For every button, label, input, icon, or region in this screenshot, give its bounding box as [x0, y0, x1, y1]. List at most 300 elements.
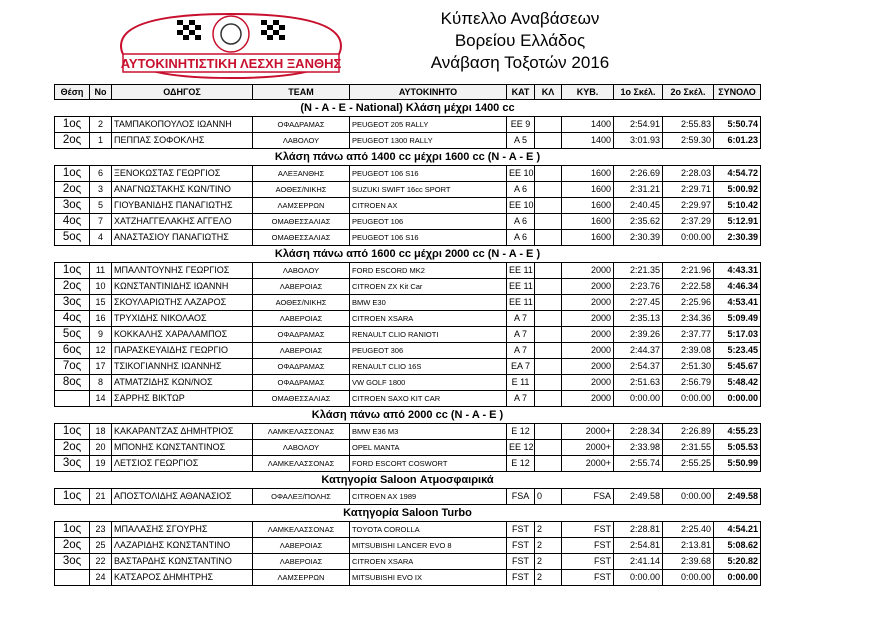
cell-team: ΟΜΑΘΕΣΣΑΛΙΑΣ — [253, 391, 350, 407]
cell-cc: 2000+ — [562, 440, 614, 456]
cell-driver: ΚΩΝΣΤΑΝΤΙΝΙΔΗΣ ΙΩΑΝΝΗ — [112, 279, 253, 295]
table-row — [55, 198, 761, 214]
cell-class — [535, 311, 562, 327]
cell-driver: ΑΝΑΣΤΑΣΙΟΥ ΠΑΝΑΓΙΩΤΗΣ — [112, 230, 253, 246]
cell-car: PEUGEOT 106 S16 — [350, 230, 507, 246]
cell-driver: ΤΑΜΠΑΚΟΠΟΥΛΟΣ ΙΩΑΝΝΗ — [112, 117, 253, 133]
table-row — [55, 554, 761, 570]
cell-class — [535, 198, 562, 214]
header-team: TEAM — [253, 85, 350, 100]
cell-cc: FST — [562, 554, 614, 570]
table-row — [55, 279, 761, 295]
cell-team: ΛΑΒΕΡΟΙΑΣ — [253, 343, 350, 359]
cell-number: 9 — [90, 327, 112, 343]
table-row — [55, 182, 761, 198]
cell-position: 1ος — [55, 263, 90, 279]
header-number: Νο — [90, 85, 112, 100]
cell-cc: 1400 — [562, 133, 614, 149]
cell-position: 2ος — [55, 538, 90, 554]
cell-class — [535, 230, 562, 246]
cell-position: 3ος — [55, 554, 90, 570]
cell-number: 20 — [90, 440, 112, 456]
cell-team: ΛΑΜΚΕΛΑΣΣΟΝΑΣ — [253, 424, 350, 440]
cell-total: 5:17.03 — [714, 327, 761, 343]
cell-class — [535, 133, 562, 149]
cell-position: 3ος — [55, 456, 90, 472]
cell-class: 2 — [535, 538, 562, 554]
cell-run1: 2:35.62 — [614, 214, 663, 230]
table-row — [55, 456, 761, 472]
cell-driver: ΤΣΙΚΟΓΙΑΝΝΗΣ ΙΩΑΝΝΗΣ — [112, 359, 253, 375]
cell-driver: ΛΕΤΣΙΟΣ ΓΕΩΡΓΙΟΣ — [112, 456, 253, 472]
cell-position: 1ος — [55, 424, 90, 440]
header-position: Θέση — [55, 85, 90, 100]
cell-run2: 2:37.77 — [663, 327, 714, 343]
cell-run1: 2:31.21 — [614, 182, 663, 198]
cell-driver: ΜΠΑΛΑΣΗΣ ΣΓΟΥΡΗΣ — [112, 522, 253, 538]
cell-total: 4:54.72 — [714, 166, 761, 182]
cell-team: ΟΦΑΔΡΑΜΑΣ — [253, 359, 350, 375]
cell-category: FST — [507, 538, 535, 554]
cell-class: 0 — [535, 489, 562, 505]
cell-number: 22 — [90, 554, 112, 570]
cell-total: 5:50.74 — [714, 117, 761, 133]
cell-team: ΛΑΜΣΕΡΡΩΝ — [253, 570, 350, 586]
cell-cc: FST — [562, 570, 614, 586]
cell-car: CITROEN XSARA — [350, 554, 507, 570]
cell-total: 2:49.58 — [714, 489, 761, 505]
cell-run1: 2:51.63 — [614, 375, 663, 391]
cell-driver: ΑΝΑΓΝΩΣΤΑΚΗΣ ΚΩΝ/ΤΙΝΟ — [112, 182, 253, 198]
table-row — [55, 166, 761, 182]
cell-class — [535, 214, 562, 230]
class-section-header — [55, 407, 761, 424]
cell-number: 3 — [90, 182, 112, 198]
cell-car: CITROEN ZX Kit Car — [350, 279, 507, 295]
cell-category: A 7 — [507, 327, 535, 343]
table-row — [55, 375, 761, 391]
cell-car: CITROEN SAXO KIT CAR — [350, 391, 507, 407]
cell-team: ΟΦΑΔΡΑΜΑΣ — [253, 117, 350, 133]
cell-number: 23 — [90, 522, 112, 538]
cell-category: EE 11 — [507, 279, 535, 295]
cell-car: BMW E30 — [350, 295, 507, 311]
cell-run2: 2:37.29 — [663, 214, 714, 230]
cell-run1: 2:39.26 — [614, 327, 663, 343]
table-row — [55, 424, 761, 440]
title-line-2: Βορείου Ελλάδος — [454, 31, 586, 50]
cell-total: 4:55.23 — [714, 424, 761, 440]
cell-cc: 1600 — [562, 198, 614, 214]
cell-total: 5:23.45 — [714, 343, 761, 359]
cell-category: A 5 — [507, 133, 535, 149]
cell-cc: 2000 — [562, 311, 614, 327]
cell-total: 5:48.42 — [714, 375, 761, 391]
title-line-1: Κύπελλο Αναβάσεων — [440, 9, 600, 28]
cell-position — [55, 570, 90, 586]
cell-class: 2 — [535, 554, 562, 570]
cell-cc: 1600 — [562, 166, 614, 182]
cell-position — [55, 391, 90, 407]
cell-driver: ΚΑΤΣΑΡΟΣ ΔΗΜΗΤΡΗΣ — [112, 570, 253, 586]
cell-team: ΛΑΒΟΛΟΥ — [253, 263, 350, 279]
cell-position: 4ος — [55, 311, 90, 327]
cell-car: PEUGEOT 306 — [350, 343, 507, 359]
cell-driver: ΒΑΣΤΑΡΔΗΣ ΚΩΝΣΤΑΝΤΙΝΟ — [112, 554, 253, 570]
cell-number: 7 — [90, 214, 112, 230]
cell-category: FST — [507, 522, 535, 538]
cell-driver: ΛΑΖΑΡΙΔΗΣ ΚΩΝΣΤΑΝΤΙΝΟ — [112, 538, 253, 554]
cell-total: 0:00.00 — [714, 391, 761, 407]
cell-number: 24 — [90, 570, 112, 586]
cell-class — [535, 391, 562, 407]
cell-position: 2ος — [55, 182, 90, 198]
header-cc: ΚΥΒ. — [562, 85, 614, 100]
cell-position: 1ος — [55, 489, 90, 505]
cell-position: 3ος — [55, 198, 90, 214]
table-row — [55, 263, 761, 279]
cell-car: FORD ESCORT COSWORT — [350, 456, 507, 472]
cell-car: PEUGEOT 205 RALLY — [350, 117, 507, 133]
cell-position: 4ος — [55, 214, 90, 230]
cell-total: 4:54.21 — [714, 522, 761, 538]
cell-driver: ΚΑΚΑΡΑΝΤΖΑΣ ΔΗΜΗΤΡΙΟΣ — [112, 424, 253, 440]
class-title: Κλάση πάνω από 1600 cc μέχρι 2000 cc (N - A - E ) — [55, 246, 761, 263]
table-row — [55, 440, 761, 456]
cell-total: 5:00.92 — [714, 182, 761, 198]
cell-class: 2 — [535, 570, 562, 586]
cell-team: ΛΑΒΟΛΟΥ — [253, 440, 350, 456]
cell-position: 3ος — [55, 295, 90, 311]
cell-category: A 7 — [507, 391, 535, 407]
cell-cc: 2000 — [562, 375, 614, 391]
header-run2: 2ο Σκέλ. — [663, 85, 714, 100]
table-row — [55, 522, 761, 538]
cell-cc: 1600 — [562, 214, 614, 230]
cell-run2: 2:34.36 — [663, 311, 714, 327]
cell-cc: 2000+ — [562, 424, 614, 440]
cell-run1: 2:40.45 — [614, 198, 663, 214]
cell-run2: 2:29.71 — [663, 182, 714, 198]
header-car: ΑΥΤΟΚΙΝΗΤΟ — [350, 85, 507, 100]
cell-category: A 6 — [507, 230, 535, 246]
cell-class — [535, 166, 562, 182]
cell-cc: 2000 — [562, 295, 614, 311]
cell-class — [535, 263, 562, 279]
cell-total: 6:01.23 — [714, 133, 761, 149]
cell-class — [535, 117, 562, 133]
cell-class: 2 — [535, 522, 562, 538]
table-row — [55, 359, 761, 375]
cell-run2: 0:00.00 — [663, 570, 714, 586]
cell-number: 5 — [90, 198, 112, 214]
cell-driver: ΠΑΡΑΣΚΕΥΑΙΔΗΣ ΓΕΩΡΓΙΟ — [112, 343, 253, 359]
cell-team: ΑΟΘΕΣ/ΝΙΚΗΣ — [253, 295, 350, 311]
results-table — [54, 84, 761, 586]
cell-category: E 11 — [507, 375, 535, 391]
table-header — [55, 85, 761, 100]
cell-run1: 2:49.58 — [614, 489, 663, 505]
cell-run1: 2:54.81 — [614, 538, 663, 554]
cell-total: 5:05.53 — [714, 440, 761, 456]
cell-driver: ΣΑΡΡΗΣ ΒΙΚΤΩΡ — [112, 391, 253, 407]
cell-run1: 2:23.76 — [614, 279, 663, 295]
cell-car: SUZUKI SWIFT 16cc SPORT — [350, 182, 507, 198]
cell-total: 2:30.39 — [714, 230, 761, 246]
cell-run1: 2:27.45 — [614, 295, 663, 311]
cell-driver: ΧΑΤΖΗΑΓΓΕΛΑΚΗΣ ΑΓΓΕΛΟ — [112, 214, 253, 230]
cell-car: FORD ESCORD MK2 — [350, 263, 507, 279]
cell-total: 4:43.31 — [714, 263, 761, 279]
cell-run1: 2:28.81 — [614, 522, 663, 538]
cell-team: ΛΑΒΕΡΟΙΑΣ — [253, 554, 350, 570]
cell-run1: 2:44.37 — [614, 343, 663, 359]
cell-run2: 2:39.08 — [663, 343, 714, 359]
cell-number: 15 — [90, 295, 112, 311]
cell-category: EE 9 — [507, 117, 535, 133]
cell-car: MITSUBISHI EVO IX — [350, 570, 507, 586]
cell-total: 5:08.62 — [714, 538, 761, 554]
cell-run2: 2:55.83 — [663, 117, 714, 133]
cell-class — [535, 343, 562, 359]
cell-run2: 2:51.30 — [663, 359, 714, 375]
cell-number: 19 — [90, 456, 112, 472]
cell-total: 4:46.34 — [714, 279, 761, 295]
cell-driver: ΓΙΟΥΒΑΝΙΔΗΣ ΠΑΝΑΓΙΩΤΗΣ — [112, 198, 253, 214]
class-title: (N - A - E - National) Κλάση μέχρι 1400 cc — [55, 100, 761, 117]
cell-class — [535, 440, 562, 456]
cell-cc: 2000 — [562, 391, 614, 407]
cell-position: 7ος — [55, 359, 90, 375]
cell-number: 21 — [90, 489, 112, 505]
cell-car: BMW E36 M3 — [350, 424, 507, 440]
class-section-header — [55, 505, 761, 522]
cell-driver: ΞΕΝΟΚΩΣΤΑΣ ΓΕΩΡΓΙΟΣ — [112, 166, 253, 182]
cell-driver: ΤΡΥΧΙΔΗΣ ΝΙΚΟΛΑΟΣ — [112, 311, 253, 327]
cell-car: CITROEN XSARA — [350, 311, 507, 327]
cell-driver: ΚΟΚΚΑΛΗΣ ΧΑΡΑΛΑΜΠΟΣ — [112, 327, 253, 343]
cell-run2: 0:00.00 — [663, 489, 714, 505]
cell-car: PEUGEOT 1300 RALLY — [350, 133, 507, 149]
cell-category: A 7 — [507, 311, 535, 327]
cell-category: E 12 — [507, 456, 535, 472]
cell-cc: 2000 — [562, 263, 614, 279]
cell-total: 5:09.49 — [714, 311, 761, 327]
class-title: Κατηγορία Saloon Ατμοσφαιρικά — [55, 472, 761, 489]
cell-run1: 2:30.39 — [614, 230, 663, 246]
cell-class — [535, 279, 562, 295]
cell-team: ΟΦΑΔΡΑΜΑΣ — [253, 375, 350, 391]
cell-car: OPEL MANTA — [350, 440, 507, 456]
cell-team: ΛΑΒΕΡΟΙΑΣ — [253, 538, 350, 554]
cell-position: 6ος — [55, 343, 90, 359]
cell-number: 4 — [90, 230, 112, 246]
cell-run2: 2:55.25 — [663, 456, 714, 472]
cell-run2: 2:28.03 — [663, 166, 714, 182]
cell-class — [535, 327, 562, 343]
cell-number: 25 — [90, 538, 112, 554]
cell-team: ΛΑΜΚΕΛΑΣΣΟΝΑΣ — [253, 456, 350, 472]
cell-total: 0:00.00 — [714, 570, 761, 586]
cell-position: 8ος — [55, 375, 90, 391]
cell-total: 4:53.41 — [714, 295, 761, 311]
cell-car: VW GOLF 1800 — [350, 375, 507, 391]
cell-position: 1ος — [55, 117, 90, 133]
cell-team: ΑΟΘΕΣ/ΝΙΚΗΣ — [253, 182, 350, 198]
cell-number: 2 — [90, 117, 112, 133]
cell-run2: 0:00.00 — [663, 391, 714, 407]
cell-run1: 2:26.69 — [614, 166, 663, 182]
cell-position: 1ος — [55, 166, 90, 182]
cell-car: TOYOTA COROLLA — [350, 522, 507, 538]
table-row — [55, 117, 761, 133]
class-title: Κλάση πάνω από 1400 cc μέχρι 1600 cc (N - A - E ) — [55, 149, 761, 166]
cell-run2: 2:25.40 — [663, 522, 714, 538]
cell-total: 5:50.99 — [714, 456, 761, 472]
cell-run1: 2:54.37 — [614, 359, 663, 375]
cell-run1: 2:35.13 — [614, 311, 663, 327]
cell-run2: 2:39.68 — [663, 554, 714, 570]
cell-number: 14 — [90, 391, 112, 407]
cell-run2: 2:29.97 — [663, 198, 714, 214]
cell-car: MITSUBISHI LANCER EVO 8 — [350, 538, 507, 554]
cell-driver: ΜΠΑΛΝΤΟΥΝΗΣ ΓΕΩΡΓΙΟΣ — [112, 263, 253, 279]
cell-number: 12 — [90, 343, 112, 359]
cell-team: ΛΑΜΚΕΛΑΣΣΟΝΑΣ — [253, 522, 350, 538]
cell-team: ΛΑΜΣΕΡΡΩΝ — [253, 198, 350, 214]
logo-text: ΑΥΤΟΚΙΝΗΤΙΣΤΙΚΗ ΛΕΣΧΗ ΞΑΝΘΗΣ — [120, 56, 342, 71]
cell-run2: 2:26.89 — [663, 424, 714, 440]
cell-run1: 0:00.00 — [614, 570, 663, 586]
title-line-3: Ανάβαση Τοξοτών 2016 — [430, 53, 610, 72]
club-logo — [117, 10, 345, 82]
class-section-header — [55, 246, 761, 263]
cell-category: EE 11 — [507, 295, 535, 311]
page-title — [375, 8, 665, 74]
cell-cc: 2000+ — [562, 456, 614, 472]
cell-number: 17 — [90, 359, 112, 375]
cell-total: 5:20.82 — [714, 554, 761, 570]
cell-category: A 7 — [507, 343, 535, 359]
class-title: Κατηγορία Saloon Turbo — [55, 505, 761, 522]
cell-number: 10 — [90, 279, 112, 295]
cell-number: 18 — [90, 424, 112, 440]
cell-position: 5ος — [55, 327, 90, 343]
table-row — [55, 570, 761, 586]
cell-run1: 0:00.00 — [614, 391, 663, 407]
cell-number: 8 — [90, 375, 112, 391]
table-row — [55, 133, 761, 149]
cell-car: RENAULT CLIO 16S — [350, 359, 507, 375]
cell-driver: ΑΠΟΣΤΟΛΙΔΗΣ ΑΘΑΝΑΣΙΟΣ — [112, 489, 253, 505]
table-row — [55, 230, 761, 246]
cell-category: FSA — [507, 489, 535, 505]
cell-category: E 12 — [507, 424, 535, 440]
cell-team: ΛΑΒΟΛΟΥ — [253, 133, 350, 149]
cell-run2: 2:25.96 — [663, 295, 714, 311]
class-title: Κλάση πάνω από 2000 cc (N - A - E ) — [55, 407, 761, 424]
cell-run2: 2:31.55 — [663, 440, 714, 456]
cell-run1: 2:41.14 — [614, 554, 663, 570]
cell-run2: 2:56.79 — [663, 375, 714, 391]
cell-run1: 2:28.34 — [614, 424, 663, 440]
cell-category: EA 7 — [507, 359, 535, 375]
cell-cc: FST — [562, 538, 614, 554]
cell-category: A 6 — [507, 182, 535, 198]
cell-number: 6 — [90, 166, 112, 182]
cell-team: ΛΑΒΕΡΟΙΑΣ — [253, 279, 350, 295]
cell-team: ΟΜΑΘΕΣΣΑΛΙΑΣ — [253, 230, 350, 246]
cell-run1: 2:21.35 — [614, 263, 663, 279]
cell-class — [535, 359, 562, 375]
cell-category: EE 10 — [507, 166, 535, 182]
cell-run2: 0:00.00 — [663, 230, 714, 246]
cell-category: EE 11 — [507, 263, 535, 279]
cell-class — [535, 182, 562, 198]
cell-driver: ΑΤΜΑΤΖΙΔΗΣ ΚΩΝ/ΝΟΣ — [112, 375, 253, 391]
cell-number: 16 — [90, 311, 112, 327]
cell-team: ΑΛΕΞΑΝΘΗΣ — [253, 166, 350, 182]
cell-team: ΛΑΒΕΡΟΙΑΣ — [253, 311, 350, 327]
cell-driver: ΣΚΟΥΛΑΡΙΩΤΗΣ ΛΑΖΑΡΟΣ — [112, 295, 253, 311]
cell-total: 5:12.91 — [714, 214, 761, 230]
header-driver: ΟΔΗΓΟΣ — [112, 85, 253, 100]
table-row — [55, 391, 761, 407]
cell-run2: 2:13.81 — [663, 538, 714, 554]
cell-team: ΟΦΑΛΕΞ/ΠΟΛΗΣ — [253, 489, 350, 505]
cell-cc: FST — [562, 522, 614, 538]
cell-cc: 1400 — [562, 117, 614, 133]
cell-position: 1ος — [55, 522, 90, 538]
class-section-header — [55, 472, 761, 489]
cell-car: CITROEN AX 1989 — [350, 489, 507, 505]
cell-run1: 2:54.91 — [614, 117, 663, 133]
cell-run2: 2:22.58 — [663, 279, 714, 295]
header-category: ΚΑΤ — [507, 85, 535, 100]
cell-driver: ΜΠΟΝΗΣ ΚΩΝΣΤΑΝΤΙΝΟΣ — [112, 440, 253, 456]
cell-class — [535, 456, 562, 472]
table-row — [55, 538, 761, 554]
table-row — [55, 343, 761, 359]
cell-category: EE 12 — [507, 440, 535, 456]
cell-run2: 2:21.96 — [663, 263, 714, 279]
cell-class — [535, 424, 562, 440]
header-run1: 1ο Σκέλ. — [614, 85, 663, 100]
cell-cc: 2000 — [562, 359, 614, 375]
cell-cc: 2000 — [562, 279, 614, 295]
cell-number: 1 — [90, 133, 112, 149]
cell-cc: 2000 — [562, 327, 614, 343]
cell-position: 2ος — [55, 133, 90, 149]
cell-cc: 2000 — [562, 343, 614, 359]
cell-run2: 2:59.30 — [663, 133, 714, 149]
cell-total: 5:45.67 — [714, 359, 761, 375]
cell-class — [535, 295, 562, 311]
class-section-header — [55, 100, 761, 117]
cell-car: PEUGEOT 106 — [350, 214, 507, 230]
cell-car: PEUGEOT 106 S16 — [350, 166, 507, 182]
cell-car: RENAULT CLIO RANIOTI — [350, 327, 507, 343]
cell-category: FST — [507, 554, 535, 570]
cell-run1: 2:33.98 — [614, 440, 663, 456]
cell-cc: 1600 — [562, 230, 614, 246]
cell-driver: ΠΕΠΠΑΣ ΣΟΦΟΚΛΗΣ — [112, 133, 253, 149]
cell-team: ΟΦΑΔΡΑΜΑΣ — [253, 327, 350, 343]
cell-position: 2ος — [55, 440, 90, 456]
cell-cc: FSA — [562, 489, 614, 505]
cell-car: CITROEN AX — [350, 198, 507, 214]
cell-run1: 3:01.93 — [614, 133, 663, 149]
